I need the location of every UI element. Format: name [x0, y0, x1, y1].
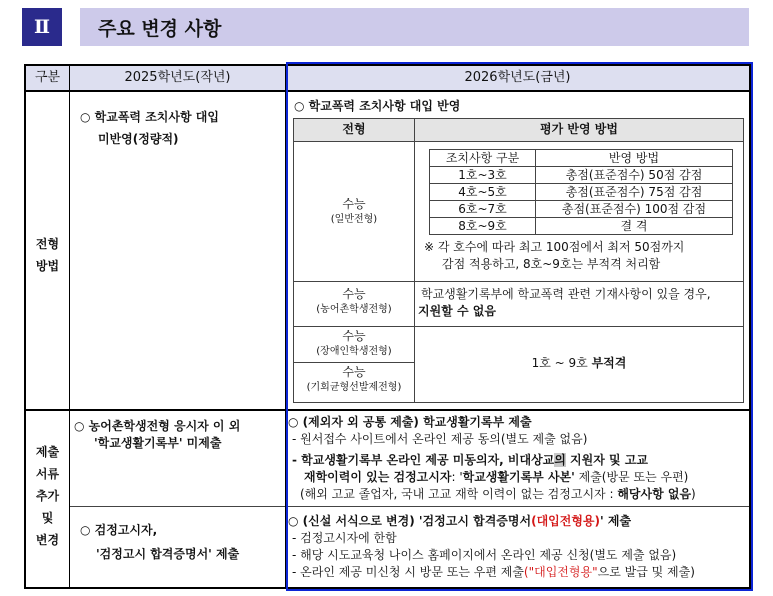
- exam-bullet3-b: 으로 발급 및 제출): [597, 565, 695, 579]
- bullet2-line3-bold: 해당사항 없음: [617, 487, 692, 501]
- row-label-doc-line2: 서류: [35, 467, 60, 481]
- prev-method-text: [80, 106, 219, 150]
- prev-docs-line1: ○ 농어촌학생전형 응시자 이 외: [74, 419, 241, 433]
- penalty-note-line1: ※ 각 호수에 따라 최고 100점에서 최저 50점까지: [424, 240, 685, 254]
- type-equal-sub: (기회균형선발제전형): [306, 382, 402, 393]
- type-rural-sub: (농어촌학생전형): [316, 304, 392, 315]
- inner-col-method: 평가 반영 방법: [540, 122, 618, 136]
- section-number: Ⅱ: [22, 8, 62, 46]
- type-rural-name: 수능: [342, 287, 366, 301]
- curr-docs-title: ○ (제외자 외 공통 제출) 학교생활기록부 제출: [288, 415, 532, 429]
- sub-row-method: 결 격: [620, 219, 648, 233]
- inner-col-type: 전형: [342, 122, 366, 136]
- type-general-name: 수능: [342, 197, 366, 211]
- exam-title-red: (대입전형용): [531, 514, 601, 528]
- sub-row-method: 총점(표준점수) 50점 감점: [565, 168, 703, 182]
- prev-method-line2: 미반영(정량적): [98, 132, 179, 146]
- section-title-text: 주요 변경 사항: [98, 17, 222, 40]
- row-label-doc-line5: 변경: [35, 533, 60, 547]
- bullet2-line3-end: ): [691, 487, 696, 501]
- bullet2-part-a: - 학교생활기록부 온라인 제공 미동의자, 비대상교: [292, 453, 555, 467]
- type-equal-name: 수능: [342, 365, 366, 379]
- curr-exam-bullet1: - 검정고시자에 한함: [292, 531, 397, 545]
- type-disabled-sub: (장애인학생전형): [316, 346, 392, 357]
- prev-exam-line1: ○ 검정고시자,: [80, 523, 158, 537]
- prev-exam-text: [80, 518, 239, 566]
- prev-docs-line2: '학교생활기록부' 미제출: [94, 436, 222, 450]
- sub-row-method: 총점(표준점수) 75점 감점: [565, 185, 703, 199]
- curr-exam-bullet2: - 해당 시도교육청 나이스 홈페이지에서 온라인 제공 신청(별도 제출 없음): [292, 548, 677, 562]
- row-label-method: [26, 233, 69, 277]
- current-year-highlight-frame: [286, 62, 753, 591]
- sub-row-grade: 6호~7호: [458, 202, 507, 216]
- bullet2-part-b: 지원자 및 고교: [565, 453, 648, 467]
- exam-title-b: ' 제출: [600, 514, 632, 528]
- sub-row-grade: 8호~9호: [458, 219, 507, 233]
- section-title: [80, 8, 749, 46]
- bullet2-line3-plain: (해외 고교 졸업자, 국내 고교 재학 이력이 없는 검정고시자 :: [300, 487, 618, 501]
- type-disabled-name: 수능: [342, 329, 366, 343]
- sub-row-grade: 1호~3호: [458, 168, 507, 182]
- sub-row-method: 총점(표준점수) 100점 감점: [561, 202, 707, 216]
- exam-bullet3-a: - 온라인 제공 미신청 시 방문 또는 우편 제출: [292, 565, 524, 579]
- row-label-method-line2: 방법: [35, 259, 60, 273]
- type-general-sub: (일반전형): [330, 214, 378, 225]
- curr-method-title: ○ 학교폭력 조치사항 대입 반영: [294, 99, 461, 113]
- sub-row-grade: 4호~5호: [458, 185, 507, 199]
- bullet2-line2-tail: 제출(방문 또는 우편): [574, 470, 689, 484]
- rural-method-line2: 지원할 수 없음: [418, 304, 496, 318]
- column-header-current: 2026학년도(금년): [464, 70, 571, 85]
- bullet2-highlight: 의: [554, 453, 566, 467]
- prev-docs-text: [74, 418, 240, 452]
- curr-docs-bullet1: - 원서접수 사이트에서 온라인 제공 동의(별도 제출 없음): [292, 432, 588, 446]
- exam-bullet3-red: ("대입전형용": [523, 565, 598, 579]
- sub-head-method: 반영 방법: [608, 151, 660, 165]
- column-header-category: 구분: [34, 70, 61, 85]
- row-label-doc-line4: 및: [41, 511, 54, 525]
- merged-method-bold: 부적격: [591, 356, 627, 370]
- penalty-note-line2: 감점 적용하고, 8호~9호는 부적격 처리함: [442, 257, 661, 271]
- row-label-documents: [26, 441, 69, 551]
- bullet2-line2-bold: 재학이력이 있는 검정고시자: [304, 470, 452, 484]
- rural-method-line1: 학교생활기록부에 학교폭력 관련 기재사항이 있을 경우,: [421, 287, 711, 301]
- row-label-doc-line3: 추가: [35, 489, 60, 503]
- prev-method-line1: ○ 학교폭력 조치사항 대입: [80, 110, 219, 124]
- row-label-doc-line1: 제출: [35, 445, 60, 459]
- merged-method-plain: 1호 ~ 9호: [531, 356, 592, 370]
- row-label-method-line1: 전형: [35, 237, 60, 251]
- sub-head-category: 조치사항 구분: [445, 151, 520, 165]
- prev-exam-line2: '검정고시 합격증명서' 제출: [96, 547, 240, 561]
- bullet2-line2-bold2: 학교생활기록부 사본': [462, 470, 575, 484]
- exam-title-a: ○ (신설 서식으로 변경) '검정고시 합격증명서: [288, 514, 532, 528]
- column-header-previous: 2025학년도(작년): [124, 70, 231, 85]
- bullet2-line2-mid: : ': [451, 470, 463, 484]
